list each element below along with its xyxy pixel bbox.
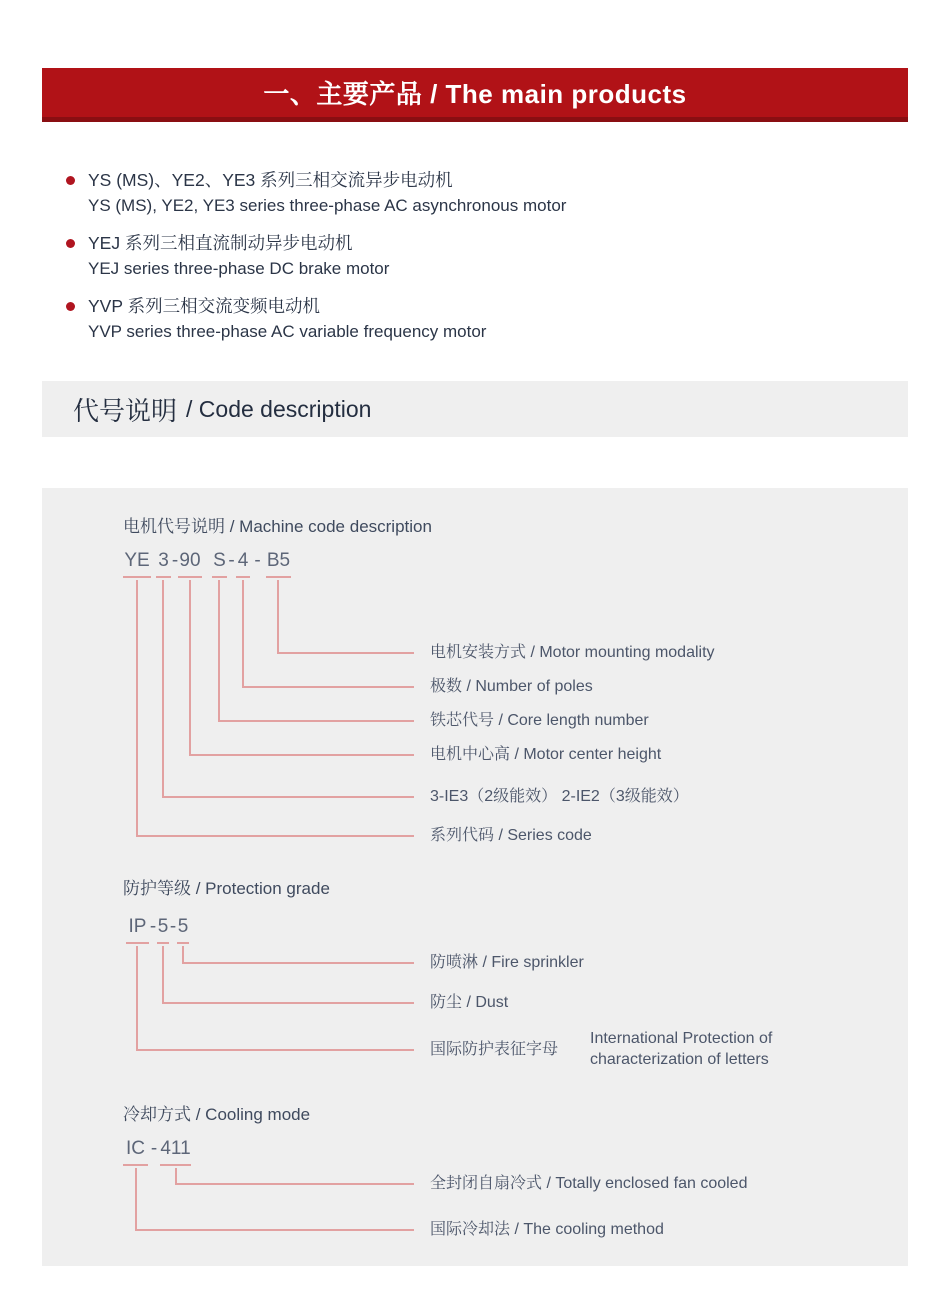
machine-code-heading: 电机代号说明 / Machine code description <box>123 517 432 536</box>
code-separator: - <box>228 550 235 571</box>
bullet-icon <box>66 176 75 185</box>
product-name-en: YS (MS), YE2, YE3 series three-phase AC asynchronous motor <box>88 196 567 215</box>
connector-line <box>162 1002 414 1004</box>
code-label-en-line1: International Protection of <box>590 1030 773 1047</box>
connector-line <box>218 720 414 722</box>
code-segment: 3 <box>156 548 171 578</box>
code-segment: 4 <box>236 548 250 578</box>
code-separator: - <box>254 550 261 571</box>
connector-line <box>136 835 414 837</box>
code-separator: - <box>169 916 177 937</box>
section-title-en: / Code description <box>186 395 372 422</box>
connector-line <box>175 1183 414 1185</box>
connector-line <box>277 652 414 654</box>
code-label: 防尘 / Dust <box>430 994 509 1011</box>
code-segment: 5 <box>157 914 169 944</box>
connector-line <box>135 1229 414 1231</box>
code-segment: 90 <box>178 548 202 578</box>
code-segment: 5 <box>177 914 189 944</box>
code-label: 国际冷却法 / The cooling method <box>430 1221 664 1238</box>
code-label: 电机安装方式 / Motor mounting modality <box>430 644 715 661</box>
list-item <box>66 293 566 345</box>
connector-line <box>189 754 414 756</box>
code-separator: - <box>171 550 179 571</box>
code-label: 系列代码 / Series code <box>430 827 592 844</box>
connector-line <box>162 796 414 798</box>
code-separator: - <box>150 1138 158 1159</box>
connector-line <box>182 962 414 964</box>
connector-line <box>277 580 279 654</box>
code-segment: YE <box>123 548 151 578</box>
connector-line <box>135 1168 137 1231</box>
code-description-header <box>42 381 908 437</box>
code-label-en <box>590 1028 772 1070</box>
bullet-icon <box>66 239 75 248</box>
code-label-en-line2: characterization of letters <box>590 1051 769 1068</box>
main-products-header <box>42 68 908 122</box>
connector-line <box>189 580 191 756</box>
product-name-en: YEJ series three-phase DC brake motor <box>88 259 390 278</box>
code-separator: - <box>149 916 157 937</box>
connector-line <box>162 580 164 798</box>
code-label: 极数 / Number of poles <box>430 678 593 695</box>
code-description-panel <box>42 488 908 1266</box>
connector-line <box>136 580 138 837</box>
code-segment: IC <box>123 1136 148 1166</box>
code-segment: IP <box>126 914 149 944</box>
code-label: 国际防护表征字母 <box>430 1041 559 1058</box>
code-label: 电机中心高 / Motor center height <box>430 746 662 763</box>
code-segment: S <box>212 548 227 578</box>
connector-line <box>136 1049 414 1051</box>
connector-line <box>218 580 220 722</box>
code-segment: B5 <box>266 548 291 578</box>
cooling-mode-heading: 冷却方式 / Cooling mode <box>123 1105 311 1124</box>
code-label: 防喷淋 / Fire sprinkler <box>430 954 584 971</box>
list-item <box>66 167 566 219</box>
list-item <box>66 230 566 282</box>
product-name-en: YVP series three-phase AC variable frequency motor <box>88 322 487 341</box>
connector-line <box>136 946 138 1051</box>
code-label: 3-IE3（2级能效） 2-IE2（3级能效） <box>430 788 689 805</box>
main-products-title: 一、主要产品 / The main products <box>263 79 687 109</box>
section-title-cn: 代号说明 <box>73 395 178 426</box>
product-name-cn: YEJ 系列三相直流制动异步电动机 <box>88 233 353 253</box>
product-name-cn: YVP 系列三相交流变频电动机 <box>88 296 321 316</box>
connector-line <box>162 946 164 1004</box>
code-label: 铁芯代号 / Core length number <box>430 712 649 729</box>
protection-grade-heading: 防护等级 / Protection grade <box>123 879 330 898</box>
code-label: 全封闭自扇冷式 / Totally enclosed fan cooled <box>430 1175 748 1192</box>
product-name-cn: YS (MS)、YE2、YE3 系列三相交流异步电动机 <box>88 170 453 190</box>
bullet-icon <box>66 302 75 311</box>
code-segment: 411 <box>160 1136 191 1166</box>
product-list <box>66 167 566 356</box>
connector-line <box>242 686 414 688</box>
connector-line <box>242 580 244 688</box>
